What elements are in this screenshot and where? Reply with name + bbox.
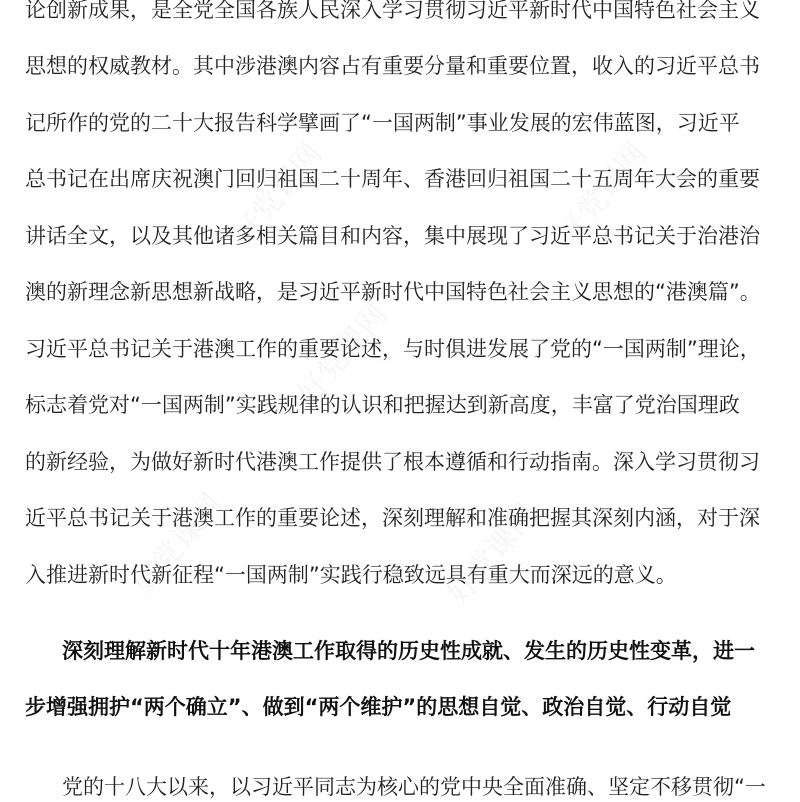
text-line: 讲话全文，以及其他诸多相关篇目和内容，集中展现了习近平总书记关于治港治 — [25, 224, 760, 248]
text-line: 记所作的党的二十大报告科学擘画了“一国两制”事业发展的宏伟蓝图，习近平 — [25, 111, 740, 135]
text-line: 的新经验，为做好新时代港澳工作提供了根本遵循和行动指南。深入学习贯彻习 — [25, 450, 760, 474]
text-line: 思想的权威教材。其中涉港澳内容占有重要分量和重要位置，收入的习近平总书 — [25, 54, 760, 78]
text-line: 习近平总书记关于港澳工作的重要论述，与时俱进发展了党的“一国两制”理论， — [25, 337, 761, 361]
text-line: 入推进新时代新征程“一国两制”实践行稳致远具有重大而深远的意义。 — [25, 563, 677, 587]
text-line: 近平总书记关于港澳工作的重要论述，深刻理解和准确把握其深刻内涵，对于深 — [25, 506, 760, 530]
text-line: 党的十八大以来，以习近平同志为核心的党中央全面准确、坚定不移贯彻“一 — [62, 775, 766, 799]
text-line: 论创新成果，是全党全国各族人民深入学习贯彻习近平新时代中国特色社会主义 — [25, 0, 760, 22]
text-line: 澳的新理念新思想新战略，是习近平新时代中国特色社会主义思想的“港澳篇”。 — [25, 280, 761, 304]
text-line: 标志着党对“一国两制”实践规律的认识和把握达到新高度，丰富了党治国理政 — [25, 393, 740, 417]
heading-line: 深刻理解新时代十年港澳工作取得的历史性成就、发生的历史性变革，进一 — [62, 639, 755, 663]
heading-line: 步增强拥护“两个确立”、做到“两个维护”的思想自觉、政治自觉、行动自觉 — [25, 695, 732, 719]
text-line: 总书记在出席庆祝澳门回归祖国二十周年、香港回归祖国二十五周年大会的重要 — [25, 167, 760, 191]
